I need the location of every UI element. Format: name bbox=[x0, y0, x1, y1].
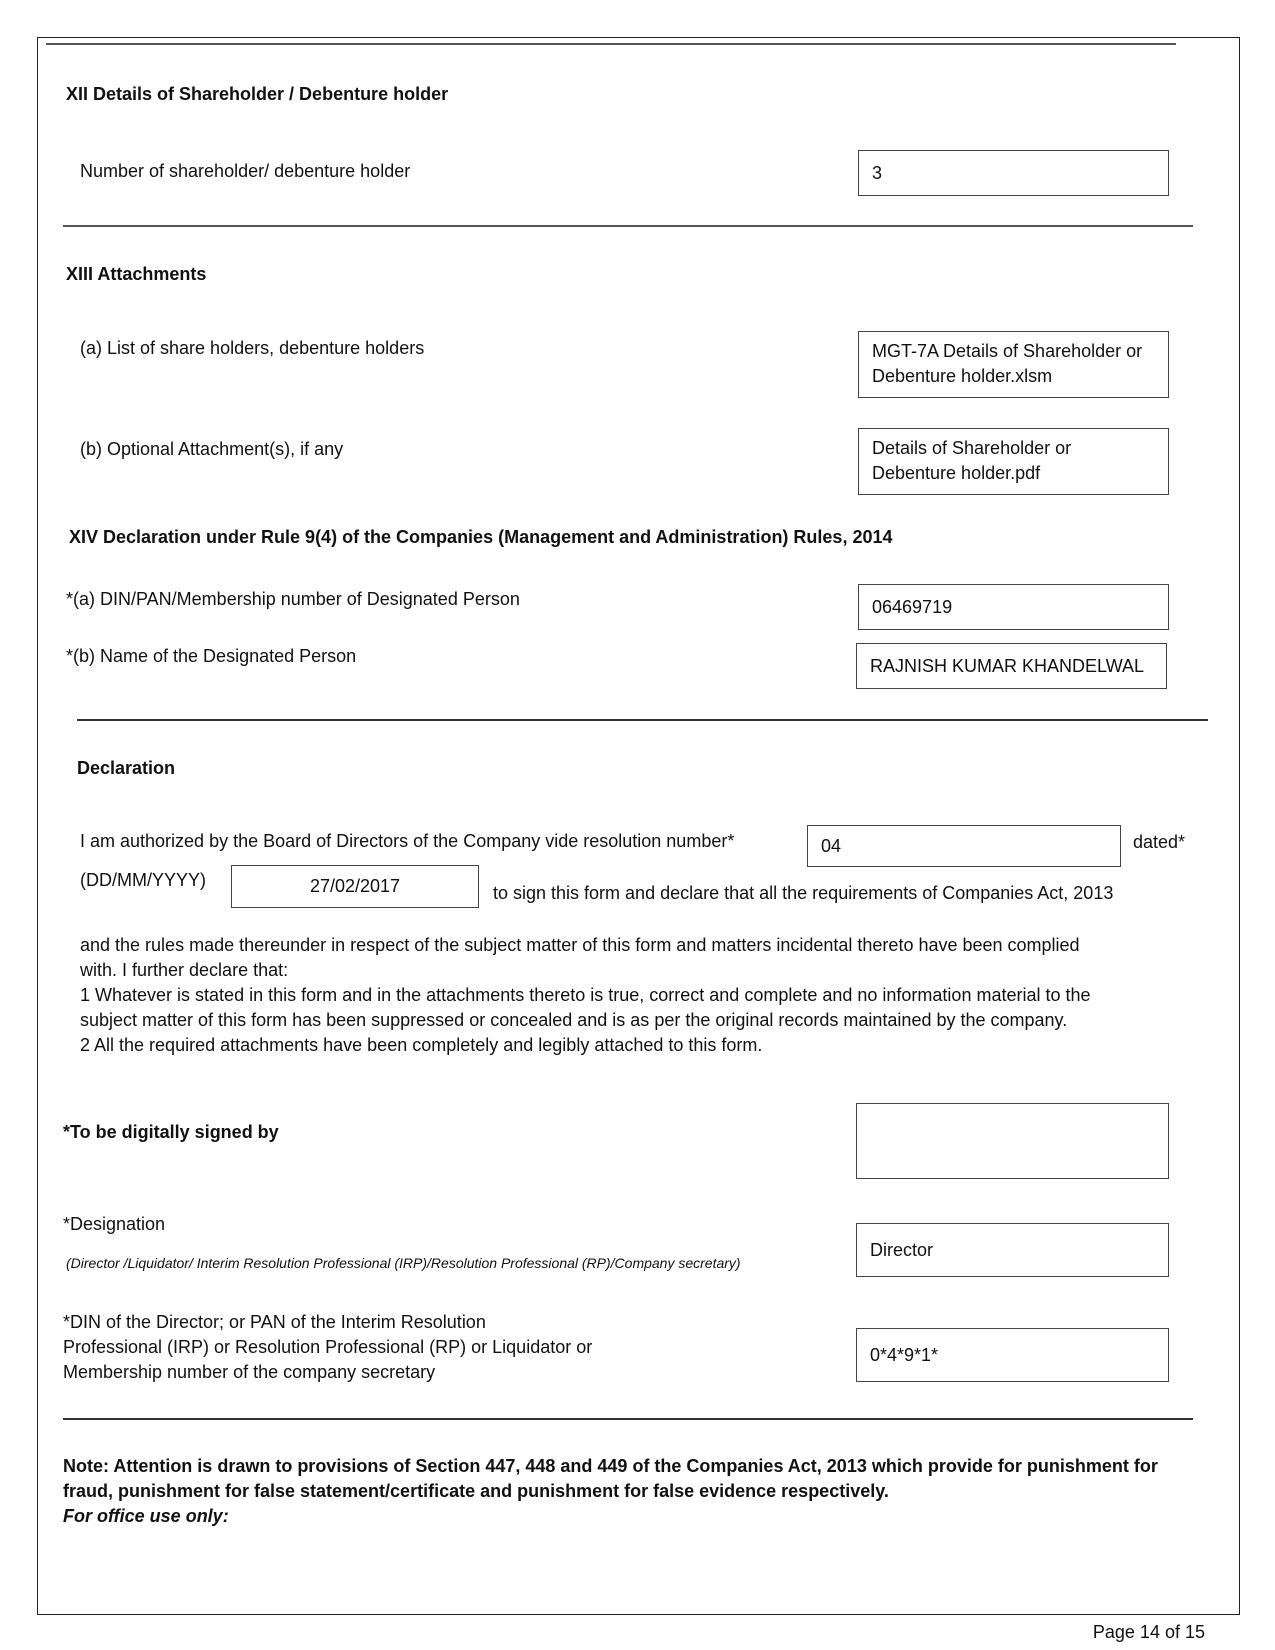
declaration-body bbox=[80, 933, 1200, 1058]
declaration-body-line: and the rules made thereunder in respect of the subject matter of this form and matters incidental thereto have been complied bbox=[80, 935, 1080, 955]
office-use-label: For office use only: bbox=[63, 1506, 229, 1526]
designation-field[interactable] bbox=[856, 1223, 1169, 1277]
attachment-b-value-line1: Details of Shareholder or bbox=[872, 438, 1072, 458]
declaration-body-line: subject matter of this form has been suppressed or concealed and is as per the original records maintained by the company. bbox=[80, 1010, 1068, 1030]
signatory-din-label-line3: Membership number of the company secretary bbox=[63, 1362, 436, 1382]
section-xiii-heading: XIII Attachments bbox=[66, 264, 207, 284]
dated-label: dated* bbox=[1133, 832, 1186, 852]
designated-name-label: *(b) Name of the Designated Person bbox=[66, 646, 357, 666]
attachment-b-field[interactable] bbox=[858, 428, 1169, 495]
num-holders-value: 3 bbox=[872, 162, 883, 183]
attachment-a-value-line1: MGT-7A Details of Shareholder or bbox=[872, 341, 1143, 361]
section-xii-heading: XII Details of Shareholder / Debenture holder bbox=[66, 84, 449, 104]
signatory-din-label-line2: Professional (IRP) or Resolution Professional (RP) or Liquidator or bbox=[63, 1337, 593, 1357]
top-divider bbox=[46, 43, 1176, 45]
digitally-signed-label: *To be digitally signed by bbox=[63, 1122, 279, 1142]
attachment-a-label: (a) List of share holders, debenture holders bbox=[80, 338, 425, 358]
declaration-body-line: 2 All the required attachments have been completely and legibly attached to this form. bbox=[80, 1035, 763, 1055]
designation-value: Director bbox=[870, 1239, 934, 1260]
declaration-body-line: 1 Whatever is stated in this form and in the attachments thereto is true, correct and complete and no information material to the bbox=[80, 985, 1091, 1005]
page-number: Page 14 of 15 bbox=[1092, 1622, 1205, 1642]
signatory-din-field[interactable] bbox=[856, 1328, 1169, 1382]
designated-din-value: 06469719 bbox=[872, 596, 953, 617]
resolution-date-field[interactable] bbox=[231, 865, 479, 908]
attachment-b-value-line2: Debenture holder.pdf bbox=[872, 463, 1041, 483]
designated-din-field[interactable] bbox=[858, 584, 1169, 630]
date-format-label: (DD/MM/YYYY) bbox=[80, 870, 206, 890]
section-divider-xiv bbox=[77, 719, 1208, 721]
attachment-a-value-line2: Debenture holder.xlsm bbox=[872, 366, 1053, 386]
signatory-din-value: 0*4*9*1* bbox=[870, 1344, 939, 1365]
note-line2: fraud, punishment for false statement/certificate and punishment for false evidence respectively. bbox=[63, 1481, 889, 1501]
attachment-a-field[interactable] bbox=[858, 331, 1169, 398]
designation-hint: (Director /Liquidator/ Interim Resolution Professional (IRP)/Resolution Professional (RP)/Company secretary) bbox=[66, 1255, 741, 1271]
declaration-line2: to sign this form and declare that all the requirements of Companies Act, 2013 bbox=[493, 883, 1114, 903]
declaration-line1: I am authorized by the Board of Directors of the Company vide resolution number* bbox=[80, 831, 735, 851]
digital-signature-field[interactable] bbox=[856, 1103, 1169, 1179]
resolution-number-value: 04 bbox=[821, 835, 842, 856]
resolution-number-field[interactable] bbox=[807, 825, 1121, 867]
section-divider-xii bbox=[63, 225, 1193, 227]
resolution-date-value: 27/02/2017 bbox=[309, 876, 401, 896]
num-holders-field[interactable] bbox=[858, 150, 1169, 196]
num-holders-label: Number of shareholder/ debenture holder bbox=[80, 161, 411, 181]
designation-label: *Designation bbox=[63, 1214, 166, 1234]
declaration-heading: Declaration bbox=[77, 758, 176, 778]
declaration-body-line: with. I further declare that: bbox=[80, 960, 289, 980]
designated-name-value: RAJNISH KUMAR KHANDELWAL bbox=[870, 655, 1145, 676]
note-line1: Note: Attention is drawn to provisions of Section 447, 448 and 449 of the Companies Act, 2013 which provide for punishment for bbox=[63, 1456, 1158, 1476]
signatory-din-label-line1: *DIN of the Director; or PAN of the Interim Resolution bbox=[63, 1312, 486, 1332]
designated-din-label: *(a) DIN/PAN/Membership number of Designated Person bbox=[66, 589, 520, 609]
attachment-b-label: (b) Optional Attachment(s), if any bbox=[80, 439, 344, 459]
section-xiv-heading: XIV Declaration under Rule 9(4) of the Companies (Management and Administration) Rules, 2014 bbox=[69, 527, 893, 547]
designated-name-field[interactable] bbox=[856, 643, 1167, 689]
section-divider-signature bbox=[63, 1418, 1193, 1420]
